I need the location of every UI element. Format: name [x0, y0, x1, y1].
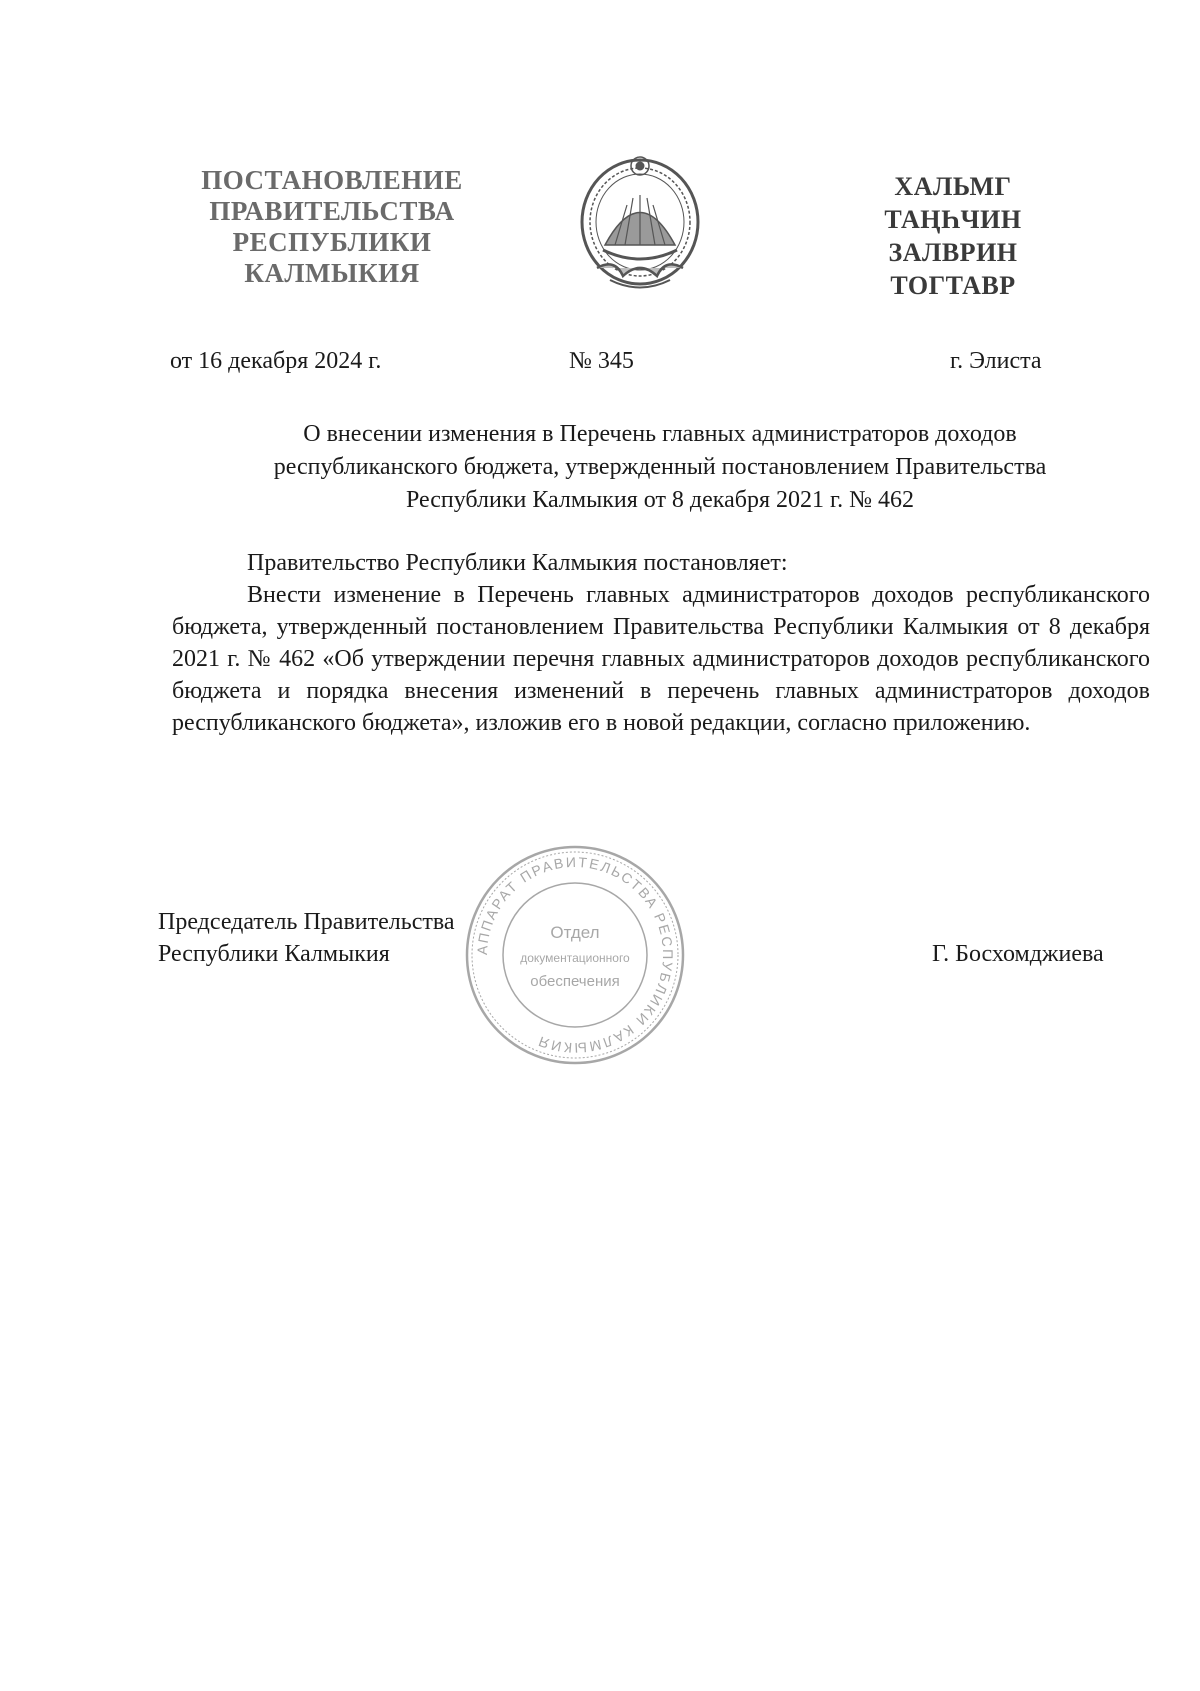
signatory-position-line: Председатель Правительства	[158, 909, 455, 935]
stamp-center-line: обеспечения	[530, 973, 620, 990]
signatory-position-line: Республики Калмыкия	[158, 941, 390, 967]
signatory-name: Г. Босхомджиева	[932, 941, 1104, 967]
header-russian-line: КАЛМЫКИЯ	[244, 258, 420, 288]
coat-of-arms-emblem-icon	[575, 150, 705, 300]
document-date: от 16 декабря 2024 г.	[170, 348, 382, 374]
header-kalmyk-line: ТОГТАВР	[890, 271, 1016, 300]
body-intro: Правительство Республики Калмыкия постановляет:	[247, 550, 788, 576]
header-kalmyk	[858, 170, 1048, 302]
header-kalmyk-line: ЗАЛВРИН	[888, 238, 1018, 267]
title-line: О внесении изменения в Перечень главных администраторов доходов	[303, 421, 1017, 447]
official-stamp	[460, 840, 690, 1070]
document-city: г. Элиста	[950, 348, 1042, 374]
header-russian	[182, 165, 482, 289]
stamp-center-line: Отдел	[550, 923, 600, 942]
stamp-ring-text: АППАРАТ ПРАВИТЕЛЬСТВА РЕСПУБЛИКИ КАЛМЫКИЯ	[473, 853, 677, 1057]
document-title	[195, 418, 1125, 517]
title-line: республиканского бюджета, утвержденный постановлением Правительства	[273, 454, 1047, 480]
header-russian-line: РЕСПУБЛИКИ	[232, 227, 432, 257]
document-body	[172, 547, 1150, 739]
stamp-center-line: документационного	[520, 951, 630, 965]
header-russian-line: ПРАВИТЕЛЬСТВА	[209, 196, 455, 226]
header-kalmyk-line: ХАЛЬМГ	[894, 172, 1012, 201]
document-number: № 345	[569, 348, 634, 374]
signatory-position	[158, 906, 455, 970]
body-paragraph: Внести изменение в Перечень главных администраторов доходов республиканского бюджета, утвержденный постановлением Правительства Республики Калмыкия от 8 декабря 2021 г. № 462 «Об утверждении перечня главных администраторов доходов республиканского бюджета и порядка внесения изменений в перечень главных администраторов доходов республиканского бюджета», изложив его в новой редакции, согласно приложению.	[172, 582, 1150, 736]
title-line: Республики Калмыкия от 8 декабря 2021 г. № 462	[405, 487, 915, 513]
header-kalmyk-line: ТАҢҺЧИН	[884, 205, 1022, 234]
header-russian-line: ПОСТАНОВЛЕНИЕ	[201, 165, 463, 195]
